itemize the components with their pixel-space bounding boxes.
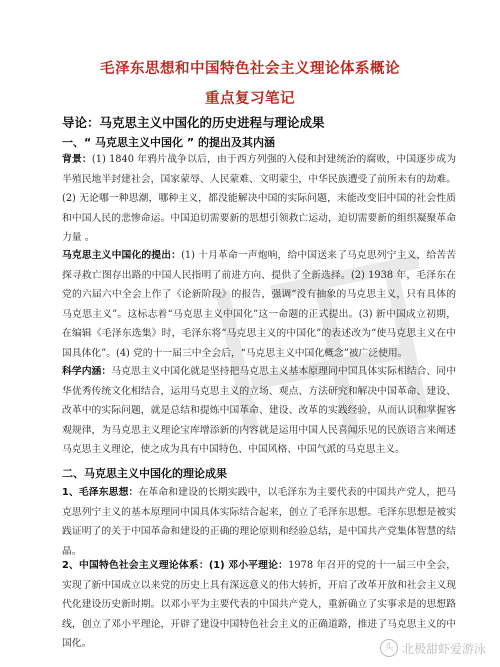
paragraph-meaning — [62, 362, 456, 460]
section1-heading: 一、“ 马克思主义中国化 ” 的提出及其内涵 — [62, 136, 275, 149]
text-meaning: 马克思主义中国化就是坚持把马克思主义基本原理同中国具体实际相结合、同中华优秀传统文化相结合，运用马克思主义的立场、观点、方法研究和解决中国革命、建设、改革中的实际问题，就是总结和提炼中国革命、建设、改革的实践经验，从而认识和掌握客观规律，为马克思主义理论宝库增添新的内容就是运用中国人民喜闻乐见的民族语言来阐述马克思主义理论，使之成为具有中国特色、中国风格、中国气派的马克思主义。 — [62, 366, 457, 456]
text-theory: 1978 年召开的党的十一届三中全会，实现了新中国成立以来党的历史上具有深远意义的伟大转折，开启了改革开放和社会主义现代化建设历史新时期。以邓小平为主要代表的中国共产党人，重新确立了实事求是的思想路线，创立了邓小平理论，开辟了建设中国特色社会主义的正确道路，推进了马克思主义的中国化。 — [62, 560, 456, 650]
text-background: (1) 1840 年鸦片战争以后，由于西方列强的入侵和封建统治的腐败，中国逐步成为半殖民地半封建社会，国家蒙辱、人民蒙难、文明蒙尘，中华民族遭受了前所未有的劫难。(2) 无论哪一种思潮，哪种主义，都没能解决中国的实际问题，未能改变旧中国的社会性质和中国人民的悲惨命运。中国迫切需要新的思想引领救亡运动，迫切需要新的组织凝聚革命力量 。 — [62, 154, 457, 244]
paragraph-proposal — [62, 246, 456, 364]
document-subtitle: 重点复习笔记 — [205, 91, 295, 107]
label-theory: 2、中国特色社会主义理论体系： — [62, 560, 209, 571]
text-mao: 在革命和建设的长期实践中，以毛泽东为主要代表的中国共产党人，把马克思列宁主义的基本原理同中国具体实际结合起来，创立了毛泽东思想。毛泽东思想是被实践证明了的关于中国革命和建设的正确的理论原则和经验总结，是中国共产党集体智慧的结晶。 — [62, 487, 457, 557]
section2-heading: 二、马克思主义中国化的理论成果 — [62, 467, 227, 480]
label-proposal: 马克思主义中国化的提出： — [62, 250, 182, 261]
label-mao: 1、毛泽东思想： — [62, 487, 139, 498]
footer-watermark — [380, 639, 486, 657]
label-background: 背景： — [62, 154, 92, 165]
platform-logo-icon: 头 — [380, 639, 398, 657]
text-proposal: (1) 十月革命一声炮响，给中国送来了马克思列宁主义，给苦苦探寻救亡图存出路的中国人民指明了前进方向、提供了全新选择。(2) 1938 年，毛泽东在党的六届六中全会上作了《论新阶段》的报告，强调“没有抽象的马克思主义，只有具体的马克思主义”。这标志着“马克思主义中国化”这一命题的正式提出。(3) 新中国成立初期，在编辑《毛泽东选集》时，毛泽东将“马克思主义的中国化”的表述改为“使马克思主义在中国具体化”。(4) 党的十一届三中全会后，“马克思主义中国化概念”被广泛使用。 — [62, 250, 457, 359]
document-title: 毛泽东思想和中国特色社会主义理论体系概论 — [100, 61, 400, 77]
intro-heading: 导论：马克思主义中国化的历史进程与理论成果 — [62, 115, 325, 130]
label-meaning: 科学内涵： — [62, 366, 112, 377]
watermark-label: 北极甜虾爱游泳 — [401, 641, 486, 656]
paragraph-mao — [62, 483, 456, 561]
paragraph-background — [62, 150, 456, 248]
label-deng: (1) 邓小平理论： — [208, 560, 289, 571]
